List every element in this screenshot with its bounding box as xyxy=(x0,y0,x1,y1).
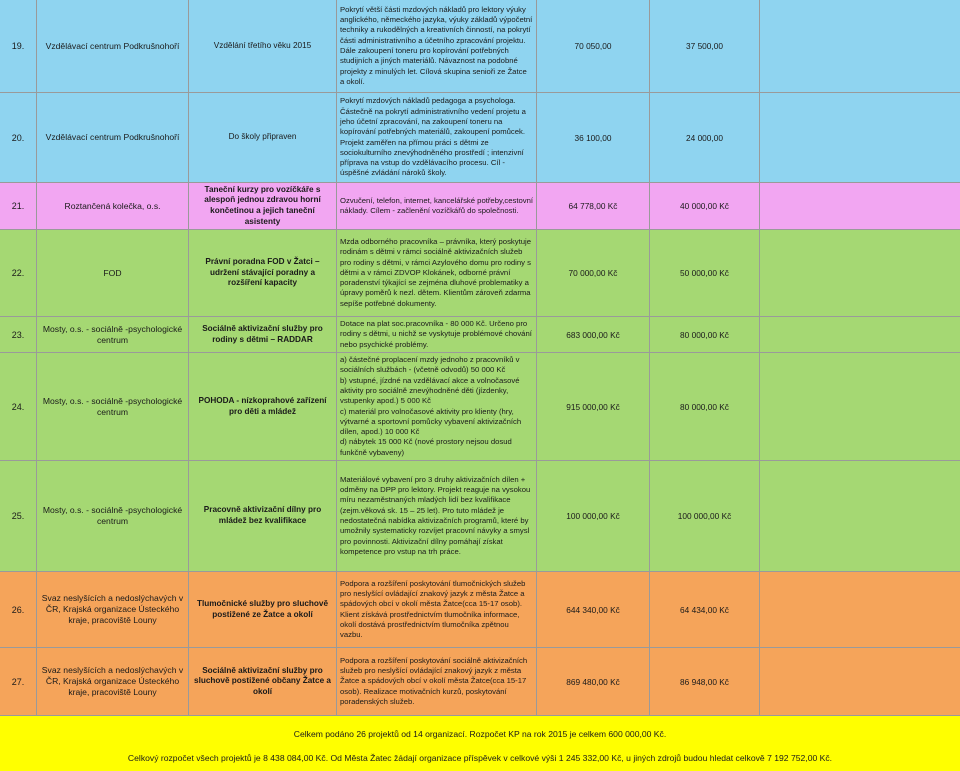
row-number: 26. xyxy=(0,572,37,647)
table-row xyxy=(0,461,960,572)
amount-granted: 40 000,00 Kč xyxy=(650,183,760,229)
description: Podpora a rozšíření poskytování sociálně aktivizačních služeb pro neslyšící ovládající znakový jazyk z města Žatce a spádových obcí v okolí města Žatce(cca 15-17 osob). Realizace motivačních kurzů, poskytování poradenských služeb. xyxy=(337,648,537,715)
summary-line-1: Celkem podáno 26 projektů od 14 organizací. Rozpočet KP na rok 2015 je celkem 600 000,00 Kč. xyxy=(293,729,667,739)
spacer xyxy=(760,183,960,229)
spacer xyxy=(760,230,960,316)
table-row xyxy=(0,648,960,716)
amount-granted: 24 000,00 xyxy=(650,93,760,182)
table-row xyxy=(0,572,960,648)
description: Mzda odborného pracovníka – právníka, který poskytuje rodinám s dětmi v rámci sociálně aktivizačních služeb pro rodiny s dětmi, v rámci Azylového domu pro rodiny s dětmi a v rámci ZDVOP Klokánek, odborné právní poradenství týkající se zejména dluhové problematiky a úpravy poměrů k nezl. dětem. Klientům zároveň zdarma sepíše potřebné dokumenty. xyxy=(337,230,537,316)
spacer xyxy=(760,0,960,92)
organization: Svaz neslyšících a nedoslýchavých v ČR, Krajská organizace Ústeckého kraje, pracoviště Louny xyxy=(37,648,189,715)
description: Pokrytí větší části mzdových nákladů pro lektory výuky anglického, německého jazyka, výuky základů výpočetní techniky a rukodělných a kreativních činností, na pokrytí části administrativního a účetního zpracování projektu. Dále zakoupení toneru pro kopírování potřebných studijních a jiných materiálů. Návaznost na podobné projekty z minulých let. Cílová skupina senioři ze Žatce a okolí. xyxy=(337,0,537,92)
spacer xyxy=(760,461,960,571)
organization: Mosty, o.s. - sociálně -psychologické centrum xyxy=(37,353,189,460)
project-name: Tlumočnické služby pro sluchově postižené ze Žatce a okolí xyxy=(189,572,337,647)
row-number: 25. xyxy=(0,461,37,571)
amount-requested: 70 050,00 xyxy=(537,0,650,92)
row-number: 27. xyxy=(0,648,37,715)
spacer xyxy=(760,93,960,182)
description: Pokrytí mzdových nákladů pedagoga a psychologa. Částečně na pokrytí administrativního vedení projetu a jeho účetní zpracování, na zakoupení toneru na kopírování potřebných materiálů, zakoupení pomůcek. Projekt zaměřen na přímou práci s dětmi ze sociokulturního znevýhodněného prostředí ; intenzivní příprava na vstup do vzdělávacího procesu. Cíl - úspěšné zvládání nároků školy. xyxy=(337,93,537,182)
project-name: Vzdělání třetího věku 2015 xyxy=(189,0,337,92)
organization: FOD xyxy=(37,230,189,316)
table-row xyxy=(0,183,960,230)
amount-granted: 37 500,00 xyxy=(650,0,760,92)
amount-requested: 869 480,00 Kč xyxy=(537,648,650,715)
description: Podpora a rozšíření poskytování tlumočnických služeb pro neslyšící ovládající znakový jazyk z města Žatce a spádových obcí v okolí města Žatce(cca 15-17 osob). Klient získává prostřednictvím tlumočníka informace, okolí dostává prostřednictvím tlumočníka zpětnou vazbu. xyxy=(337,572,537,647)
project-name: Pracovně aktivizační dílny pro mládež bez kvalifikace xyxy=(189,461,337,571)
project-name: POHODA - nízkoprahové zařízení pro děti a mládež xyxy=(189,353,337,460)
amount-requested: 644 340,00 Kč xyxy=(537,572,650,647)
organization: Roztančená kolečka, o.s. xyxy=(37,183,189,229)
organization: Mosty, o.s. - sociálně -psychologické centrum xyxy=(37,461,189,571)
project-name: Do školy připraven xyxy=(189,93,337,182)
table-row xyxy=(0,317,960,353)
amount-granted: 50 000,00 Kč xyxy=(650,230,760,316)
row-number: 22. xyxy=(0,230,37,316)
summary-panel xyxy=(0,716,960,771)
project-name: Sociálně aktivizační služby pro rodiny s dětmi – RADDAR xyxy=(189,317,337,352)
row-number: 19. xyxy=(0,0,37,92)
spacer xyxy=(760,572,960,647)
organization: Svaz neslyšících a nedoslýchavých v ČR, Krajská organizace Ústeckého kraje, pracoviště Louny xyxy=(37,572,189,647)
description: Materiálové vybavení pro 3 druhy aktivizačních dílen + odměny na DPP pro lektory. Projekt reaguje na vysokou míru nezaměstnaných mladých lidí bez kvalifikace (zejm.věková sk. 15 – 25 let). Pro tuto mládež je nedostatečná nabídka aktivizačních programů, které by umožnily systematicky rozvíjet pracovní návyky a smysl pro povinnosti. Aktivizační dílny pomáhají získat kompetence pro vstup na trh práce. xyxy=(337,461,537,571)
organization: Vzdělávací centrum Podkrušnohoří xyxy=(37,93,189,182)
spacer xyxy=(760,648,960,715)
description: a) částečné proplacení mzdy jednoho z pracovníků v sociálních službách - (včetně odvodů) 50 000 Kč b) vstupné, jízdné na vzdělávací akce a volnočasové aktivity pro sociálně znevýhodněné děti (jízdenky, vstupenky apod.) 5 000 Kč c) materiál pro volnočasové aktivity pro klienty (hry, výtvarné a sportovní pomůcky vybavení aktivizačních dílen, apod.) 10 000 Kč d) nábytek 15 000 Kč (nové prostory nejsou dosud funkčně vybaveny) xyxy=(337,353,537,460)
table-row xyxy=(0,0,960,93)
table-row xyxy=(0,353,960,461)
description: Dotace na plat soc.pracovníka - 80 000 Kč. Určeno pro rodiny s dětmi, u nichž se vyskytuje problémové chování nebo psychické problémy. xyxy=(337,317,537,352)
amount-requested: 70 000,00 Kč xyxy=(537,230,650,316)
amount-requested: 683 000,00 Kč xyxy=(537,317,650,352)
amount-granted: 86 948,00 Kč xyxy=(650,648,760,715)
table-row xyxy=(0,93,960,183)
project-name: Právní poradna FOD v Žatci – udržení stávající poradny a rozšíření kapacity xyxy=(189,230,337,316)
row-number: 24. xyxy=(0,353,37,460)
project-name: Taneční kurzy pro vozíčkáře s alespoň jednou zdravou horní končetinou a jejich taneční asistenty xyxy=(189,183,337,229)
project-name: Sociálně aktivizační služby pro sluchově postižené občany Žatce a okolí xyxy=(189,648,337,715)
summary-line-2: Celkový rozpočet všech projektů je 8 438 084,00 Kč. Od Města Žatec žádají organizace příspěvek v celkové výši 1 245 332,00 Kč, u jiných zdrojů budou hledat celkově 7 192 752,00 Kč. xyxy=(127,753,833,763)
spacer xyxy=(760,353,960,460)
amount-granted: 100 000,00 Kč xyxy=(650,461,760,571)
spacer xyxy=(760,317,960,352)
amount-requested: 100 000,00 Kč xyxy=(537,461,650,571)
description: Ozvučení, telefon, internet, kancelářské potřeby,cestovní náklady. Cílem - začlenění vozíčkářů do společnosti. xyxy=(337,183,537,229)
row-number: 21. xyxy=(0,183,37,229)
organization: Vzdělávací centrum Podkrušnohoří xyxy=(37,0,189,92)
amount-granted: 64 434,00 Kč xyxy=(650,572,760,647)
table-row xyxy=(0,230,960,317)
amount-requested: 915 000,00 Kč xyxy=(537,353,650,460)
amount-granted: 80 000,00 Kč xyxy=(650,317,760,352)
row-number: 23. xyxy=(0,317,37,352)
row-number: 20. xyxy=(0,93,37,182)
amount-requested: 64 778,00 Kč xyxy=(537,183,650,229)
organization: Mosty, o.s. - sociálně -psychologické centrum xyxy=(37,317,189,352)
amount-granted: 80 000,00 Kč xyxy=(650,353,760,460)
amount-requested: 36 100,00 xyxy=(537,93,650,182)
